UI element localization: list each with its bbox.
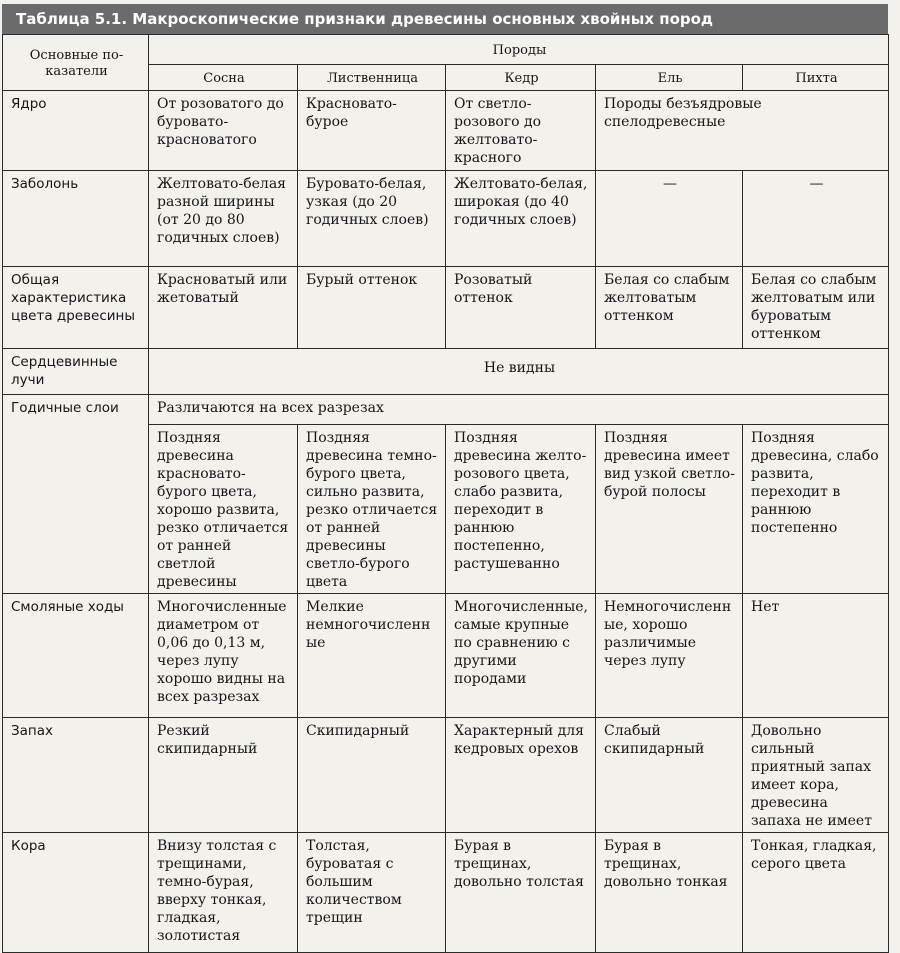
row-label-rays: Сердцевинные лучи xyxy=(3,349,149,395)
cell-sapwood-pine: Желтовато-белая разной ширины (от 20 до 80 годичных слоев) xyxy=(149,171,298,267)
row-core xyxy=(3,91,889,171)
cell-bark-larch: Толстая, буроватая с большим количеством трещин xyxy=(298,833,446,953)
header-spruce: Ель xyxy=(596,65,743,91)
header-cedar: Кедр xyxy=(446,65,596,91)
cell-color-fir: Белая со слабым желтоватым или буроватым оттенком xyxy=(743,267,889,349)
header-fir: Пихта xyxy=(743,65,889,91)
row-resin xyxy=(3,594,889,718)
cell-rings-pine: Поздняя древесина красновато-бурого цвета, хорошо развита, резко отличается от ранней светлой древесины xyxy=(149,425,298,594)
cell-resin-larch: Мелкие немногочисленные xyxy=(298,594,446,718)
header-pine: Сосна xyxy=(149,65,298,91)
cell-rings-spruce: Поздняя древесина имеет вид узкой светло-бурой полосы xyxy=(596,425,743,594)
row-label-color: Общая характеристика цвета древесины xyxy=(3,267,149,349)
cell-sapwood-larch: Буровато-белая, узкая (до 20 годичных слоев) xyxy=(298,171,446,267)
cell-rays-all: Не видны xyxy=(149,349,889,395)
row-rays xyxy=(3,349,889,395)
row-bark xyxy=(3,833,889,953)
cell-bark-pine: Внизу толстая с трещинами, темно-бурая, вверху тонкая, гладкая, золотистая xyxy=(149,833,298,953)
table-title: Таблица 5.1. Макроскопические признаки древесины основных хвойных пород xyxy=(2,4,888,34)
wood-features-table xyxy=(2,34,889,953)
cell-bark-spruce: Бурая в трещинах, довольно тонкая xyxy=(596,833,743,953)
cell-core-cedar: От светло-розового до желтовато-красного xyxy=(446,91,596,171)
row-sapwood xyxy=(3,171,889,267)
cell-rings-fir: Поздняя древесина, слабо развита, переходит в раннюю постепенно xyxy=(743,425,889,594)
cell-core-pine: От розоватого до буровато-красноватого xyxy=(149,91,298,171)
cell-resin-fir: Нет xyxy=(743,594,889,718)
row-smell xyxy=(3,718,889,833)
cell-resin-spruce: Немногочисленные, хорошо различимые через лупу xyxy=(596,594,743,718)
cell-bark-fir: Тонкая, гладкая, серого цвета xyxy=(743,833,889,953)
header-indicator: Основные по- казатели xyxy=(3,35,149,91)
cell-resin-pine: Многочисленные диаметром от 0,06 до 0,13 м, через лупу хорошо видны на всех разрезах xyxy=(149,594,298,718)
cell-core-larch: Красновато-бурое xyxy=(298,91,446,171)
row-label-smell: Запах xyxy=(3,718,149,833)
cell-rings-all: Различаются на всех разрезах xyxy=(149,395,889,425)
cell-sapwood-fir: — xyxy=(743,171,889,267)
cell-smell-larch: Скипидарный xyxy=(298,718,446,833)
cell-smell-cedar: Характерный для кедровых орехов xyxy=(446,718,596,833)
cell-color-spruce: Белая со слабым желтоватым оттенком xyxy=(596,267,743,349)
header-breeds-group: Породы xyxy=(149,35,889,65)
cell-sapwood-cedar: Желтовато-белая, широкая (до 40 годичных слоев) xyxy=(446,171,596,267)
header-row-1 xyxy=(3,35,889,65)
cell-smell-spruce: Слабый скипидарный xyxy=(596,718,743,833)
cell-color-pine: Красноватый или жетоватый xyxy=(149,267,298,349)
cell-color-cedar: Розоватый оттенок xyxy=(446,267,596,349)
cell-core-spruce-fir: Породы безъядровые спелодревесные xyxy=(596,91,889,171)
cell-bark-cedar: Бурая в трещинах, довольно толстая xyxy=(446,833,596,953)
row-label-core: Ядро xyxy=(3,91,149,171)
row-label-resin: Смоляные ходы xyxy=(3,594,149,718)
row-label-sapwood: Заболонь xyxy=(3,171,149,267)
cell-color-larch: Бурый оттенок xyxy=(298,267,446,349)
cell-resin-cedar: Многочисленные, самые крупные по сравнению с другими породами xyxy=(446,594,596,718)
row-label-bark: Кора xyxy=(3,833,149,953)
cell-smell-pine: Резкий скипидарный xyxy=(149,718,298,833)
row-rings-header xyxy=(3,395,889,425)
cell-rings-larch: Поздняя древесина темно-бурого цвета, сильно развита, резко отличается от ранней древесины светло-бурого цвета xyxy=(298,425,446,594)
cell-sapwood-spruce: — xyxy=(596,171,743,267)
row-color xyxy=(3,267,889,349)
cell-rings-cedar: Поздняя древесина желто-розового цвета, слабо развита, переходит в раннюю постепенно, растушеванно xyxy=(446,425,596,594)
row-label-rings: Годичные слои xyxy=(3,395,149,594)
cell-smell-fir: Довольно сильный приятный запах имеет кора, древесина запаха не имеет xyxy=(743,718,889,833)
header-larch: Лиственница xyxy=(298,65,446,91)
